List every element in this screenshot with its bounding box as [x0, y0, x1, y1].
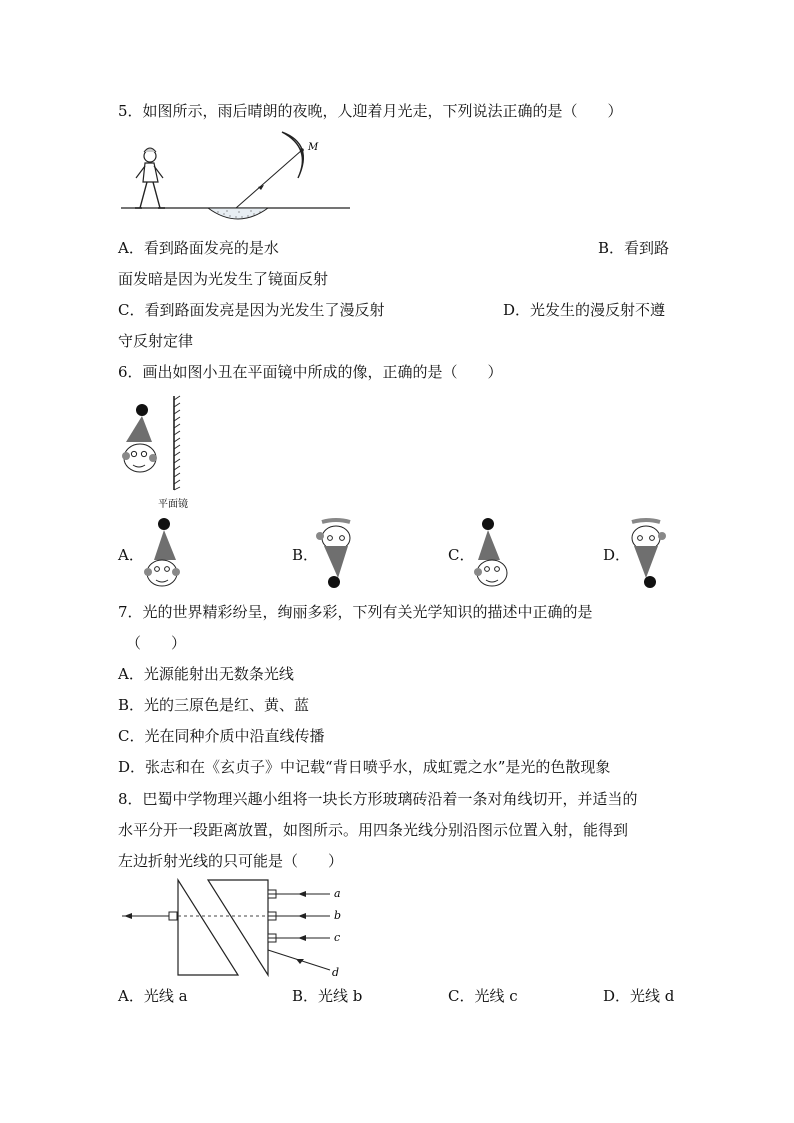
q6-figure [118, 394, 198, 514]
q6-stem: 6．画出如图小丑在平面镜中所成的像，正确的是（ ） [118, 363, 503, 381]
walking-person-icon [135, 148, 165, 208]
svg-text:d: d [332, 966, 340, 979]
light-ray [236, 150, 302, 208]
clown-icon [122, 404, 157, 472]
moon-label: M [308, 142, 319, 153]
q6-option-b-label: B． [292, 546, 319, 564]
q8-stem-cont-1: 水平分开一段距离放置，如图所示。用四条光线分别沿图示位置入射，能得到 [118, 821, 629, 839]
q6-option-a-label: A． [118, 546, 144, 564]
q6-option-d-clown-icon [622, 516, 672, 591]
mirror-label: 平面镜 [158, 499, 188, 510]
puddle [208, 208, 268, 219]
q5-option-c: C．看到路面发亮是因为光发生了漫反射 [118, 301, 385, 319]
q6-option-c-clown-icon [468, 516, 518, 591]
q6-option-c-label: C． [448, 546, 475, 564]
q7-stem-cont: （ ） [126, 634, 187, 652]
q8-figure [120, 878, 360, 980]
q7-option-c: C．光在同种介质中沿直线传播 [118, 727, 325, 745]
crescent-moon-icon [282, 132, 303, 178]
q5-option-d-cont: 守反射定律 [118, 332, 194, 350]
plane-mirror [174, 396, 180, 490]
q5-option-d: D．光发生的漫反射不遵 [503, 301, 666, 319]
q7-option-a: A．光源能射出无数条光线 [118, 665, 294, 683]
q5-option-a: A．看到路面发亮的是水 [118, 239, 279, 257]
svg-text:c: c [334, 931, 341, 944]
q8-stem: 8．巴蜀中学物理兴趣小组将一块长方形玻璃砖沿着一条对角线切开，并适当的 [118, 790, 638, 808]
q7-stem: 7．光的世界精彩纷呈，绚丽多彩，下列有关光学知识的描述中正确的是 [118, 603, 593, 621]
q8-option-d: D．光线 d [603, 987, 675, 1005]
q6-option-d-label: D． [603, 546, 631, 564]
q7-option-d: D．张志和在《玄贞子》中记载“背日喷乎水，成虹霓之水”是光的色散现象 [118, 758, 611, 776]
q6-option-b-clown-icon [312, 516, 362, 591]
q5-option-b-cont: 面发暗是因为光发生了镜面反射 [118, 270, 329, 288]
q8-option-a: A．光线 a [118, 987, 188, 1005]
svg-text:a: a [334, 887, 341, 900]
svg-text:b: b [334, 909, 342, 922]
q5-option-b: B．看到路 [598, 239, 670, 257]
q8-option-c: C．光线 c [448, 987, 518, 1005]
q5-figure [118, 130, 363, 222]
q8-stem-cont-2: 左边折射光线的只可能是（ ） [118, 852, 344, 870]
q6-option-a-clown-icon [138, 516, 188, 591]
q5-stem: 5．如图所示，雨后晴朗的夜晚，人迎着月光走，下列说法正确的是（ ） [118, 102, 623, 120]
q8-option-b: B．光线 b [292, 987, 363, 1005]
q7-option-b: B．光的三原色是红、黄、蓝 [118, 696, 310, 714]
